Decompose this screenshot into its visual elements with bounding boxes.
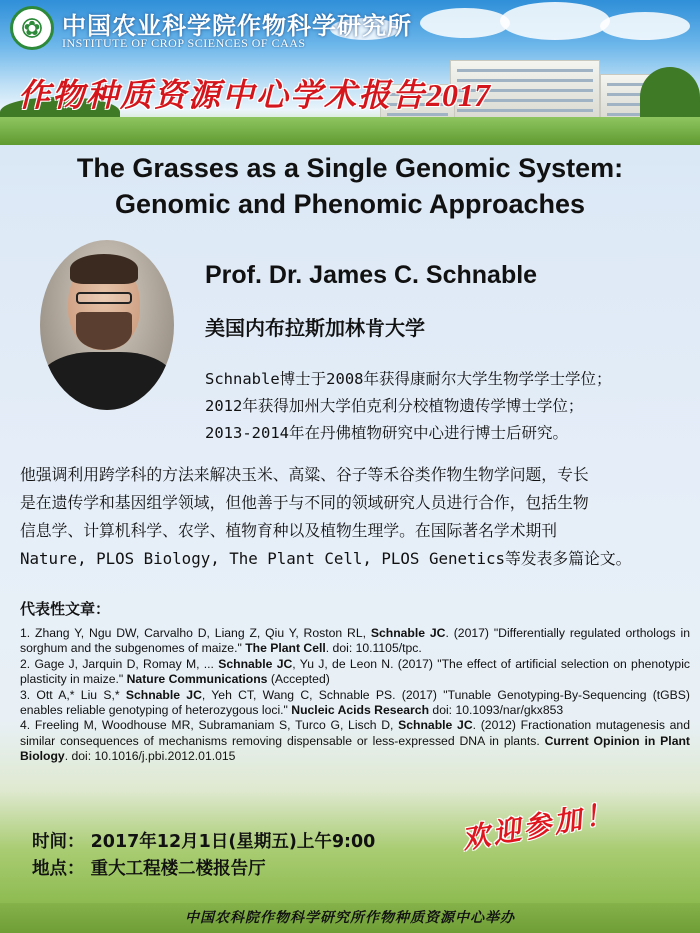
references-list bbox=[20, 626, 690, 765]
description-line: Nature, PLOS Biology, The Plant Cell, PLOS Genetics等发表多篇论文。 bbox=[20, 549, 632, 568]
footer-organizer: 中国农科院作物科学研究所作物种质资源中心举办 bbox=[185, 910, 515, 926]
reference-author: Schnable JC bbox=[398, 718, 473, 733]
reference-item: 4. Freeling M, Woodhouse MR, Subramaniam S, Turco G, Lisch D, Schnable JC. (2012) Fractionation mutagenesis and similar consequences of mechanisms removing dispensable or less-expressed DNA in plants. Current Opinion in Plant Biology. doi: 10.1016/j.pbi.2012.01.015 bbox=[20, 718, 690, 764]
research-description bbox=[20, 461, 688, 573]
cloud-shape bbox=[420, 8, 510, 38]
reference-item: 2. Gage J, Jarquin D, Romay M, ... Schnable JC, Yu J, de Leon N. (2017) "The effect of artificial selection on phenotypic plasticity in maize." Nature Communications (Accepted) bbox=[20, 656, 691, 687]
grass-strip bbox=[0, 117, 700, 145]
event-time bbox=[32, 828, 375, 853]
bio-line: 2012年获得加州大学伯克利分校植物遗传学博士学位； bbox=[205, 397, 584, 415]
place-label: 地点： bbox=[32, 859, 85, 879]
banner-text: 作物种质资源中心学术报告 bbox=[18, 76, 427, 114]
references-heading: 代表性文章： bbox=[20, 600, 111, 618]
institute-name-cn: 中国农业科学院作物科学研究所 bbox=[62, 12, 412, 40]
speaker-bio bbox=[205, 366, 695, 447]
time-label: 时间： bbox=[32, 832, 85, 852]
caas-logo-icon: ✿ bbox=[10, 6, 54, 50]
welcome-text: 欢迎参加！ bbox=[459, 796, 618, 856]
reference-journal: Nature Communications bbox=[126, 672, 268, 687]
reference-author: Schnable JC bbox=[370, 626, 446, 640]
description-line: 信息学、计算机科学、农学、植物育种以及植物生理学。在国际著名学术期刊 bbox=[20, 521, 558, 540]
talk-title-line1: The Grasses as a Single Genomic System: bbox=[76, 153, 624, 183]
bio-line: Schnable博士于2008年获得康耐尔大学生物学学士学位； bbox=[205, 370, 612, 388]
bio-line: 2013-2014年在丹佛植物研究中心进行博士后研究。 bbox=[205, 424, 568, 442]
speaker-affiliation: 美国内布拉斯加林肯大学 bbox=[205, 316, 425, 340]
speaker-name: Prof. Dr. James C. Schnable bbox=[205, 261, 538, 289]
cloud-shape bbox=[500, 2, 610, 40]
place-value: 重大工程楼二楼报告厅 bbox=[90, 859, 266, 879]
reference-author: Schnable JC bbox=[125, 687, 202, 702]
description-line: 是在遗传学和基因组学领域，但他善于与不同的领域研究人员进行合作，包括生物 bbox=[20, 493, 589, 512]
talk-title bbox=[0, 150, 700, 222]
reference-journal: Current Opinion in Plant Biology bbox=[20, 733, 690, 764]
description-line: 他强调利用跨学科的方法来解决玉米、高粱、谷子等禾谷类作物生物学问题，专长 bbox=[20, 465, 589, 484]
reference-author: Schnable JC bbox=[218, 656, 293, 671]
institute-name-en: INSTITUTE OF CROP SCIENCES OF CAAS bbox=[62, 36, 306, 50]
event-place bbox=[32, 855, 266, 880]
reference-journal: Nucleic Acids Research bbox=[291, 703, 430, 718]
cloud-shape bbox=[600, 12, 690, 40]
reference-item: 1. Zhang Y, Ngu DW, Carvalho D, Liang Z, Qiu Y, Roston RL, Schnable JC. (2017) "Differentially regulated orthologs in sorghum and the subgenomes of maize." The Plant Cell. doi: 10.1105/tpc. bbox=[20, 626, 690, 656]
reference-item: 3. Ott A,* Liu S,* Schnable JC, Yeh CT, Wang C, Schnable PS. (2017) "Tunable Genotyping-By-Sequencing (tGBS) enables reliable genotyping of heterozygous loci." Nucleic Acids Research doi: 10.1093/nar/gkx853 bbox=[20, 687, 690, 718]
talk-title-line2: Genomic and Phenomic Approaches bbox=[114, 189, 586, 219]
event-series-banner bbox=[18, 70, 490, 116]
reference-journal: The Plant Cell bbox=[245, 641, 326, 656]
header-banner bbox=[0, 0, 700, 145]
time-value: 2017年12月1日(星期五)上午9:00 bbox=[90, 832, 376, 852]
speaker-photo bbox=[40, 240, 174, 410]
banner-year: 2017 bbox=[426, 77, 491, 113]
